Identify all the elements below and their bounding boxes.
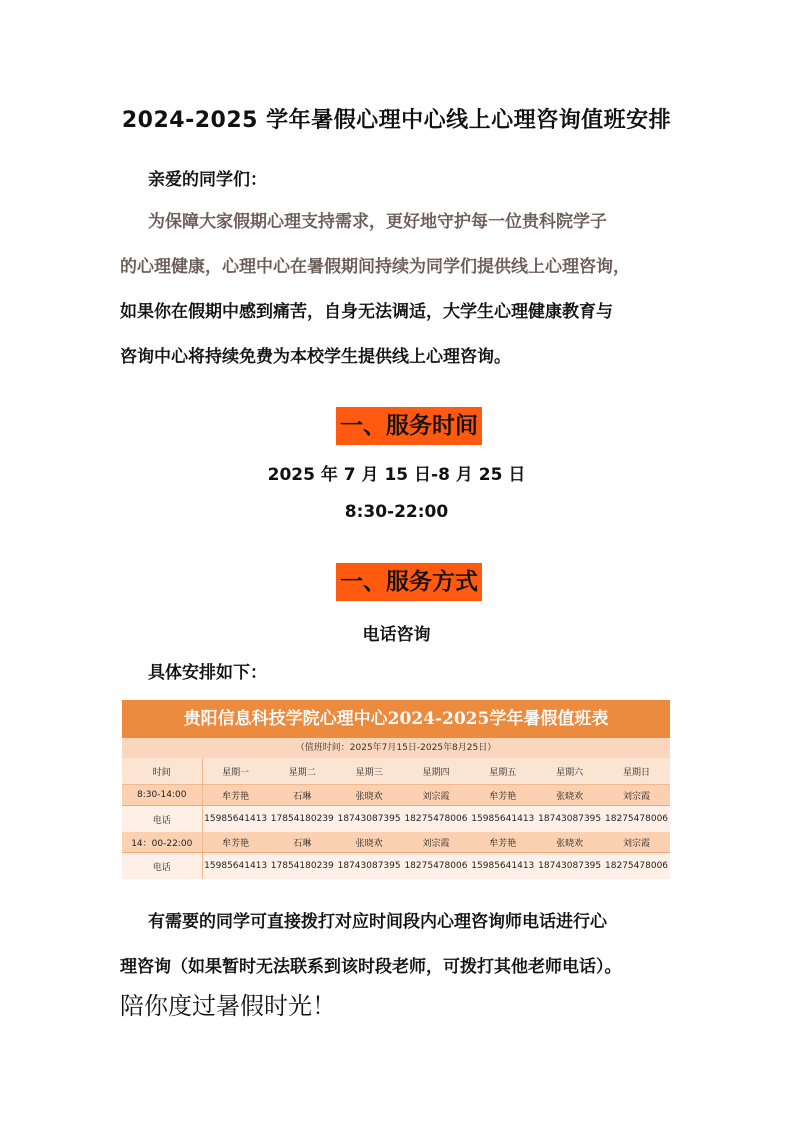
table-row [122, 785, 670, 806]
intro-line-4: 咨询中心将持续免费为本校学生提供线上心理咨询。 [120, 347, 511, 367]
phone-cell: 18275478006 [603, 806, 670, 833]
phone-cell: 18743087395 [536, 806, 603, 833]
counselor-cell: 牟芳艳 [202, 832, 269, 853]
intro-line-3: 如果你在假期中感到痛苦，自身无法调适，大学生心理健康教育与 [120, 302, 613, 322]
service-hours: 8:30-22:00 [344, 502, 449, 522]
farewell-text: 陪你度过暑假时光！ [120, 992, 336, 1020]
phone-cell: 15985641413 [202, 853, 269, 880]
intro-paragraph-part2 [120, 290, 680, 380]
phone-cell: 18743087395 [536, 853, 603, 880]
schedule-title: 贵阳信息科技学院心理中心2024-2025学年暑假值班表 [122, 700, 670, 738]
phone-cell: 17854180239 [269, 806, 336, 833]
header-cell: 时间 [122, 758, 202, 785]
phone-label-cell: 电话 [122, 853, 202, 880]
document-title: 2024-2025 学年暑假心理中心线上心理咨询值班安排 [121, 108, 672, 133]
service-date-range: 2025 年 7 月 15 日-8 月 25 日 [267, 465, 526, 485]
header-cell: 星期三 [336, 758, 403, 785]
counselor-cell: 张晓欢 [536, 832, 603, 853]
table-row [122, 832, 670, 853]
phone-cell: 18743087395 [336, 853, 403, 880]
phone-cell: 15985641413 [469, 853, 536, 880]
table-row [122, 806, 670, 833]
service-method: 电话咨询 [362, 625, 431, 645]
time-slot-cell: 14：00-22:00 [122, 832, 202, 853]
counselor-cell: 牟芳艳 [469, 785, 536, 806]
header-cell: 星期日 [603, 758, 670, 785]
phone-label-cell: 电话 [122, 806, 202, 833]
closing-paragraph [120, 900, 700, 990]
phone-cell: 15985641413 [202, 806, 269, 833]
schedule-subtitle: （值班时间：2025年7月15日-2025年8月25日） [122, 738, 670, 758]
counselor-cell: 张晓欢 [336, 785, 403, 806]
header-cell: 星期二 [269, 758, 336, 785]
counselor-cell: 牟芳艳 [202, 785, 269, 806]
header-cell: 星期一 [202, 758, 269, 785]
arrangement-label: 具体安排如下： [148, 663, 267, 683]
phone-cell: 15985641413 [469, 806, 536, 833]
closing-line-2: 理咨询（如果暂时无法联系到该时段老师，可拨打其他老师电话）。 [120, 957, 622, 977]
intro-paragraph-part1 [120, 200, 680, 290]
phone-cell: 18743087395 [336, 806, 403, 833]
phone-cell: 18275478006 [403, 806, 470, 833]
intro-line-2: 的心理健康，心理中心在暑假期间持续为同学们提供线上心理咨询， [120, 257, 630, 277]
service-method-heading: 一、服务方式 [336, 563, 482, 601]
phone-cell: 18275478006 [603, 853, 670, 880]
counselor-cell: 石琳 [269, 832, 336, 853]
time-slot-cell: 8:30-14:00 [122, 785, 202, 806]
counselor-cell: 牟芳艳 [469, 832, 536, 853]
counselor-cell: 张晓欢 [336, 832, 403, 853]
greeting: 亲爱的同学们： [148, 170, 267, 190]
duty-schedule-table [122, 700, 670, 890]
table-row [122, 853, 670, 880]
phone-cell: 18275478006 [403, 853, 470, 880]
counselor-cell: 石琳 [269, 785, 336, 806]
schedule-header-row [122, 758, 670, 785]
closing-line-1: 有需要的同学可直接拨打对应时间段内心理咨询师电话进行心 [148, 912, 607, 932]
counselor-cell: 刘宗霞 [403, 832, 470, 853]
intro-line-1: 为保障大家假期心理支持需求，更好地守护每一位贵科院学子 [148, 212, 607, 232]
header-cell: 星期五 [469, 758, 536, 785]
header-cell: 星期六 [536, 758, 603, 785]
phone-cell: 17854180239 [269, 853, 336, 880]
counselor-cell: 刘宗霞 [403, 785, 470, 806]
counselor-cell: 张晓欢 [536, 785, 603, 806]
service-time-heading: 一、服务时间 [336, 407, 482, 445]
counselor-cell: 刘宗霞 [603, 785, 670, 806]
counselor-cell: 刘宗霞 [603, 832, 670, 853]
schedule-grid [122, 758, 670, 879]
header-cell: 星期四 [403, 758, 470, 785]
